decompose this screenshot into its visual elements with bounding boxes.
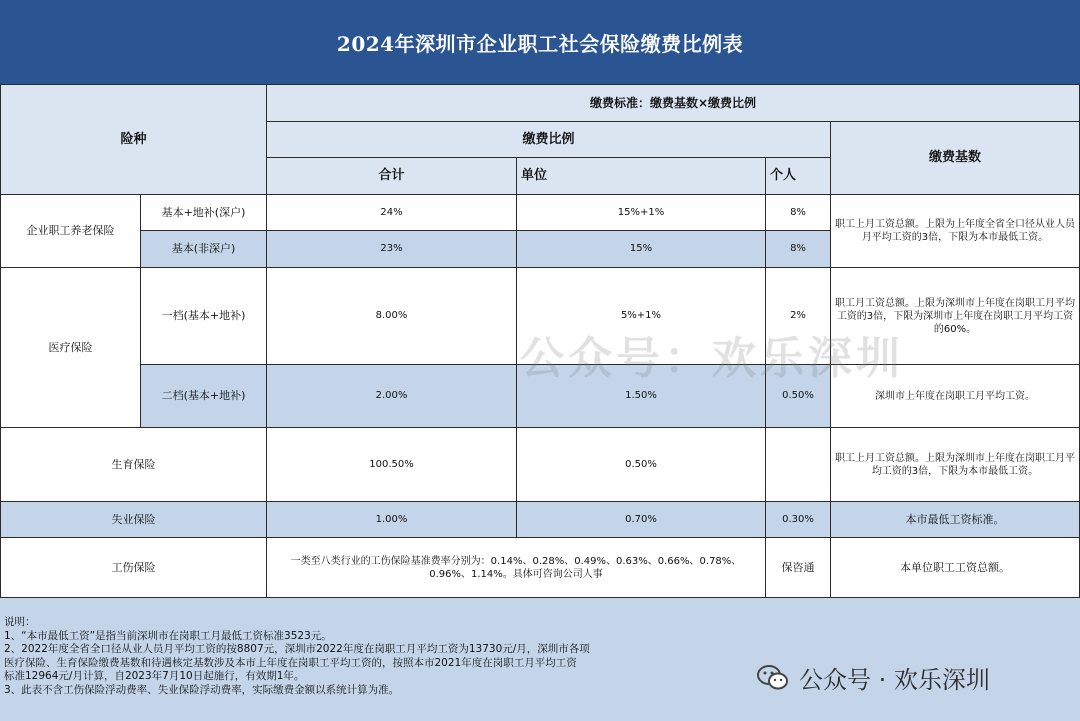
medical-name: 医疗保险 — [0, 267, 141, 428]
brand-text: 公众号 · 欢乐深圳 — [799, 666, 990, 694]
maternity-name: 生育保险 — [0, 427, 267, 502]
maternity-employer: 0.50% — [516, 427, 766, 502]
injury-base: 本单位职工工资总额。 — [830, 537, 1080, 598]
pension-sub1-employer: 15%+1% — [516, 194, 766, 231]
pension-sub1-total: 24% — [266, 194, 517, 231]
note-line: 2、2022年度全省全口径从业人员月平均工资的按8807元，深圳市2022年度在岗职工月平均工资为13730元/月，深圳市各项 — [4, 643, 590, 655]
injury-ratio: 一类至八类行业的工伤保险基准费率分别为：0.14%、0.28%、0.49%、0.63%、0.66%、0.78%、0.96%、1.14%。具体可咨询公司人事 — [266, 537, 766, 598]
medical-sub1-base: 职工月工资总额。上限为深圳市上年度在岗职工月平均工资的3倍，下限为深圳市上年度在岗职工月平均工资的60%。 — [830, 267, 1080, 365]
note-line: 标准12964元/月计算，自2023年7月10日起施行，有效期1年。 — [4, 670, 305, 682]
notes-section — [0, 597, 1080, 721]
medical-sub1-individual: 2% — [765, 267, 831, 365]
header-base: 缴费基数 — [830, 121, 1080, 195]
maternity-base: 职工上月工资总额。上限为深圳市上年度在岗职工月平均工资的3倍，下限为本市最低工资。 — [830, 427, 1080, 502]
unemployment-name: 失业保险 — [0, 501, 267, 538]
header-insurance-type: 险种 — [0, 84, 267, 195]
medical-sub2-base: 深圳市上年度在岗职工月平均工资。 — [830, 364, 1080, 428]
unemployment-total: 1.00% — [266, 501, 517, 538]
watermark-text: 公众号：欢乐深圳 — [520, 333, 904, 384]
brand-footer — [757, 660, 990, 695]
pension-name: 企业职工养老保险 — [0, 194, 141, 268]
header-standard: 缴费标准：缴费基数×缴费比例 — [266, 84, 1080, 122]
medical-sub2-total: 2.00% — [266, 364, 517, 428]
pension-sub1-name: 基本+地补(深户) — [140, 194, 267, 231]
maternity-individual — [765, 427, 831, 502]
medical-sub1-name: 一档(基本+地补) — [140, 267, 267, 365]
page-title: 2024年深圳市企业职工社会保险缴费比例表 — [0, 0, 1080, 84]
injury-individual: 保咨通 — [765, 537, 831, 598]
pension-sub1-individual: 8% — [765, 194, 831, 231]
note-line: 医疗保险、生育保险缴费基数和待遇核定基数涉及本市上年度在岗职工平均工资的，按照本市2021年度在岗职工月平均工资 — [4, 656, 577, 669]
medical-sub2-individual: 0.50% — [765, 364, 831, 428]
pension-sub2-individual: 8% — [765, 230, 831, 268]
header-total: 合计 — [266, 157, 517, 195]
pension-sub2-employer: 15% — [516, 230, 766, 268]
header-individual: 个人 — [765, 157, 831, 195]
medical-sub1-employer: 5%+1% — [516, 267, 766, 365]
maternity-total: 100.50% — [266, 427, 517, 502]
medical-sub1-total: 8.00% — [266, 267, 517, 365]
medical-sub2-name: 二档(基本+地补) — [140, 364, 267, 428]
note-line: 1、“本市最低工资”是指当前深圳市在岗职工月最低工资标准3523元。 — [4, 629, 332, 642]
medical-sub2-employer: 1.50% — [516, 364, 766, 428]
unemployment-base: 本市最低工资标准。 — [830, 501, 1080, 538]
unemployment-employer: 0.70% — [516, 501, 766, 538]
injury-name: 工伤保险 — [0, 537, 267, 598]
pension-base: 职工上月工资总额。上限为上年度全省全口径从业人员月平均工资的3倍，下限为本市最低工资。 — [830, 194, 1080, 268]
header-ratio: 缴费比例 — [266, 121, 831, 158]
header-employer: 单位 — [516, 157, 766, 195]
pension-sub2-name: 基本(非深户) — [140, 230, 267, 268]
unemployment-individual: 0.30% — [765, 501, 831, 538]
wechat-icon — [757, 664, 789, 692]
note-line: 3、此表不含工伤保险浮动费率、失业保险浮动费率，实际缴费金额以系统计算为准。 — [4, 683, 400, 696]
pension-sub2-total: 23% — [266, 230, 517, 268]
notes-heading: 说明： — [4, 616, 36, 628]
